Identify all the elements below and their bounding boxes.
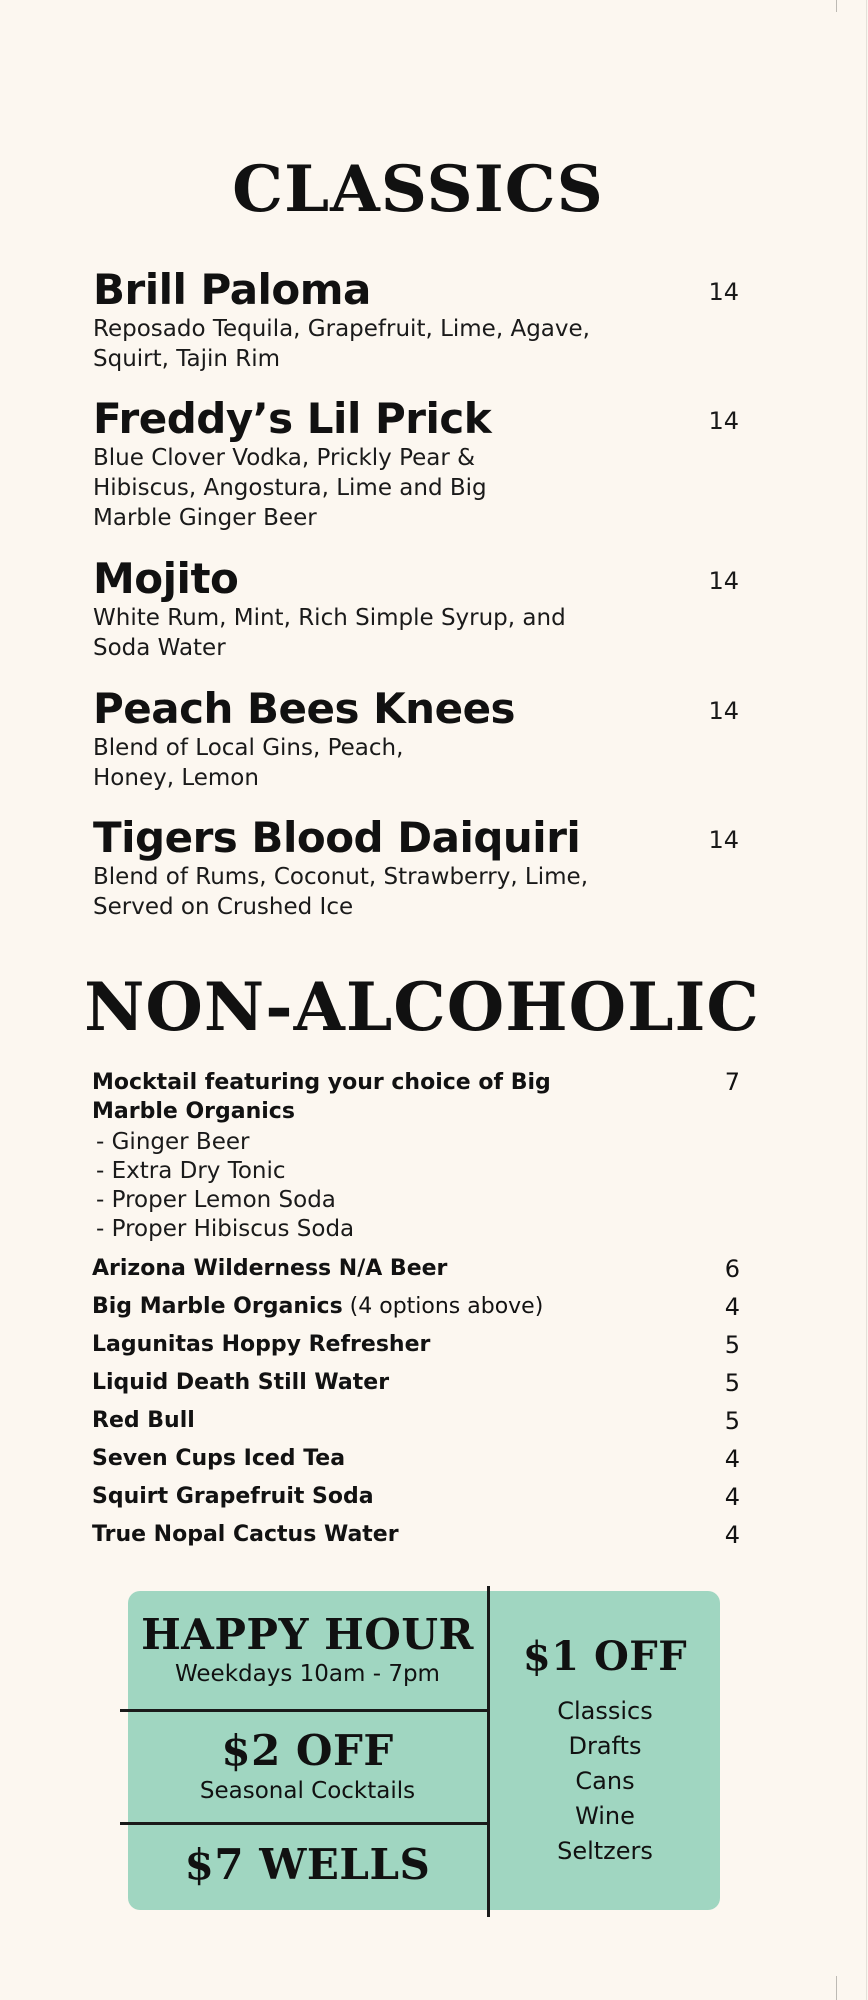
happy-hour-divider-lower bbox=[120, 1822, 489, 1825]
happy-hour-divider-upper bbox=[120, 1709, 489, 1712]
menu-item bbox=[93, 266, 739, 374]
wells-label: $7 WELLS bbox=[184, 1840, 431, 1889]
drink-price: 4 bbox=[724, 1521, 740, 1549]
item-description: Blend of Rums, Coconut, Strawberry, Lime, Served on Crushed Ice bbox=[93, 864, 589, 920]
menu-item bbox=[93, 555, 739, 663]
item-name: Freddy’s Lil Prick bbox=[93, 394, 492, 443]
drink-name: Red Bull bbox=[92, 1408, 195, 1433]
one-off-item: Classics bbox=[557, 1697, 653, 1725]
menu-item bbox=[93, 395, 739, 533]
edge-mark-top-right bbox=[836, 0, 837, 12]
drink-price: 5 bbox=[724, 1331, 740, 1359]
wells-deal bbox=[128, 1840, 487, 1890]
drink-price: 5 bbox=[724, 1407, 740, 1435]
mocktail-option: - Proper Lemon Soda bbox=[96, 1187, 336, 1213]
item-price: 14 bbox=[708, 407, 739, 435]
drink-price: 4 bbox=[724, 1445, 740, 1473]
list-item bbox=[92, 1402, 740, 1440]
drink-price: 6 bbox=[724, 1255, 740, 1283]
item-price: 14 bbox=[708, 826, 739, 854]
item-price: 14 bbox=[708, 567, 739, 595]
item-description: Blend of Local Gins, Peach, Honey, Lemon bbox=[93, 735, 404, 791]
mocktail-price: 7 bbox=[724, 1068, 740, 1096]
list-item bbox=[92, 1440, 740, 1478]
mocktail-option: - Ginger Beer bbox=[96, 1129, 250, 1155]
item-name: Brill Paloma bbox=[93, 265, 371, 314]
one-off-item: Seltzers bbox=[557, 1837, 653, 1865]
list-item bbox=[92, 1516, 740, 1554]
list-item bbox=[92, 1326, 740, 1364]
list-item bbox=[92, 1288, 740, 1326]
item-description: White Rum, Mint, Rich Simple Syrup, and Soda Water bbox=[93, 605, 566, 661]
item-name: Peach Bees Knees bbox=[93, 684, 516, 733]
one-off-items bbox=[490, 1694, 720, 1869]
non-alcoholic-list bbox=[92, 1250, 740, 1554]
item-name: Mojito bbox=[93, 554, 239, 603]
edge-mark-right bbox=[866, 0, 867, 2000]
drink-name: Big Marble Organics bbox=[92, 1294, 343, 1319]
menu-item bbox=[93, 685, 739, 793]
edge-mark-bottom-right bbox=[836, 1976, 837, 2000]
drink-name: Lagunitas Hoppy Refresher bbox=[92, 1332, 431, 1357]
mocktail-option: - Extra Dry Tonic bbox=[96, 1158, 286, 1184]
drink-note: (4 options above) bbox=[342, 1294, 544, 1319]
mocktail-options bbox=[96, 1128, 740, 1244]
list-item bbox=[92, 1478, 740, 1516]
item-name: Tigers Blood Daiquiri bbox=[93, 813, 581, 862]
happy-hour-header bbox=[128, 1611, 487, 1689]
mocktail-option: - Proper Hibiscus Soda bbox=[96, 1216, 355, 1242]
drink-price: 4 bbox=[724, 1293, 740, 1321]
drink-price: 4 bbox=[724, 1483, 740, 1511]
two-off-subtitle: Seasonal Cocktails bbox=[199, 1778, 416, 1804]
one-off-item: Wine bbox=[575, 1802, 635, 1830]
happy-hour-hours: Weekdays 10am - 7pm bbox=[175, 1661, 440, 1687]
drink-name: Seven Cups Iced Tea bbox=[92, 1446, 346, 1471]
item-description: Reposado Tequila, Grapefruit, Lime, Agave, Squirt, Tajin Rim bbox=[93, 316, 590, 372]
mocktail-item bbox=[92, 1068, 740, 1244]
item-price: 14 bbox=[708, 697, 739, 725]
seasonal-deal bbox=[128, 1726, 487, 1806]
two-off-label: $2 OFF bbox=[221, 1726, 394, 1775]
list-item bbox=[92, 1250, 740, 1288]
one-off-item: Drafts bbox=[568, 1732, 642, 1760]
drink-name: Arizona Wilderness N/A Beer bbox=[92, 1256, 448, 1281]
happy-hour-title: HAPPY HOUR bbox=[141, 1610, 474, 1659]
one-off-deal bbox=[490, 1632, 720, 1869]
menu-item bbox=[93, 814, 739, 922]
drink-price: 5 bbox=[724, 1369, 740, 1397]
drink-name: Squirt Grapefruit Soda bbox=[92, 1484, 374, 1509]
item-price: 14 bbox=[708, 278, 739, 306]
drink-name: Liquid Death Still Water bbox=[92, 1370, 390, 1395]
one-off-item: Cans bbox=[575, 1767, 635, 1795]
classics-title: CLASSICS bbox=[232, 152, 604, 227]
item-description: Blue Clover Vodka, Prickly Pear & Hibiscus, Angostura, Lime and Big Marble Ginger Beer bbox=[93, 445, 487, 531]
list-item bbox=[92, 1364, 740, 1402]
mocktail-name: Mocktail featuring your choice of Big Marble Organics bbox=[92, 1070, 551, 1124]
drink-name: True Nopal Cactus Water bbox=[92, 1522, 399, 1547]
one-off-label: $1 OFF bbox=[522, 1633, 688, 1680]
non-alcoholic-title: NON-ALCOHOLIC bbox=[84, 968, 760, 1046]
